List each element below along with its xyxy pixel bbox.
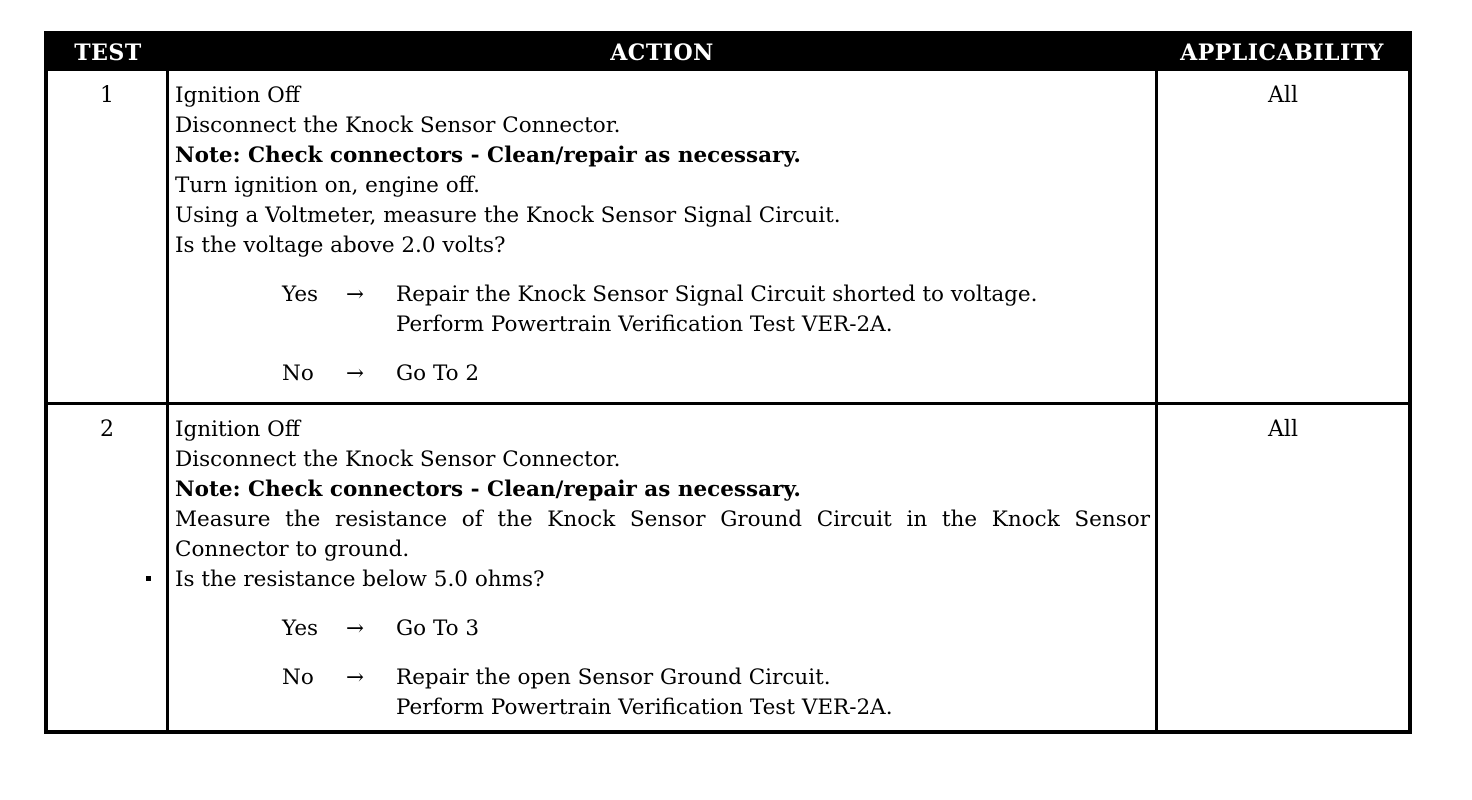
applicability-value: All xyxy=(1268,417,1298,442)
outcome-label: Yes xyxy=(282,282,319,307)
action-cell xyxy=(175,81,1150,389)
diagnostic-test-table xyxy=(44,31,1412,734)
outcome-result: Repair the Knock Sensor Signal Circuit shorted to voltage. xyxy=(396,282,1038,307)
outcome-result: Go To 3 xyxy=(396,616,480,641)
outcome-yes xyxy=(282,280,1150,340)
header-applicability: APPLICABILITY xyxy=(1180,40,1384,66)
table-row xyxy=(48,71,1408,402)
action-line: Turn ignition on, engine off. xyxy=(175,173,481,198)
action-line: Disconnect the Knock Sensor Connector. xyxy=(175,113,621,138)
action-line: Disconnect the Knock Sensor Connector. xyxy=(175,447,621,472)
test-number: 2 xyxy=(100,417,114,442)
right-arrow-icon: → xyxy=(346,616,365,641)
outcome-label: Yes xyxy=(282,616,319,641)
test-number: 1 xyxy=(100,83,114,108)
action-note: Note: Check connectors - Clean/repair as necessary. xyxy=(175,477,801,502)
outcome-label: No xyxy=(282,361,314,386)
stray-mark xyxy=(146,576,151,581)
outcome-no xyxy=(282,359,1150,389)
header-test: TEST xyxy=(74,40,142,66)
action-cell xyxy=(175,415,1150,723)
table-header xyxy=(48,35,1408,71)
action-question: Is the voltage above 2.0 volts? xyxy=(175,233,506,258)
action-line: Using a Voltmeter, measure the Knock Sensor Signal Circuit. xyxy=(175,203,841,228)
right-arrow-icon: → xyxy=(346,361,365,386)
outcome-result-followup: Perform Powertrain Verification Test VER-2A. xyxy=(396,695,893,720)
action-note: Note: Check connectors - Clean/repair as necessary. xyxy=(175,143,801,168)
applicability-value: All xyxy=(1268,83,1298,108)
outcome-result: Repair the open Sensor Ground Circuit. xyxy=(396,665,831,690)
action-line: Ignition Off xyxy=(175,83,301,108)
right-arrow-icon: → xyxy=(346,282,365,307)
outcome-label: No xyxy=(282,665,314,690)
action-line: Ignition Off xyxy=(175,417,301,442)
right-arrow-icon: → xyxy=(346,665,365,690)
action-question: Is the resistance below 5.0 ohms? xyxy=(175,567,545,592)
header-action: ACTION xyxy=(610,40,714,66)
outcome-no xyxy=(282,663,1150,723)
outcome-result-followup: Perform Powertrain Verification Test VER-2A. xyxy=(396,312,893,337)
table-row xyxy=(48,405,1408,735)
outcome-yes xyxy=(282,614,1150,644)
action-line: Measure the resistance of the Knock Sensor Ground Circuit in the Knock Sensor Connector to ground. xyxy=(175,507,1150,562)
outcome-result: Go To 2 xyxy=(396,361,480,386)
